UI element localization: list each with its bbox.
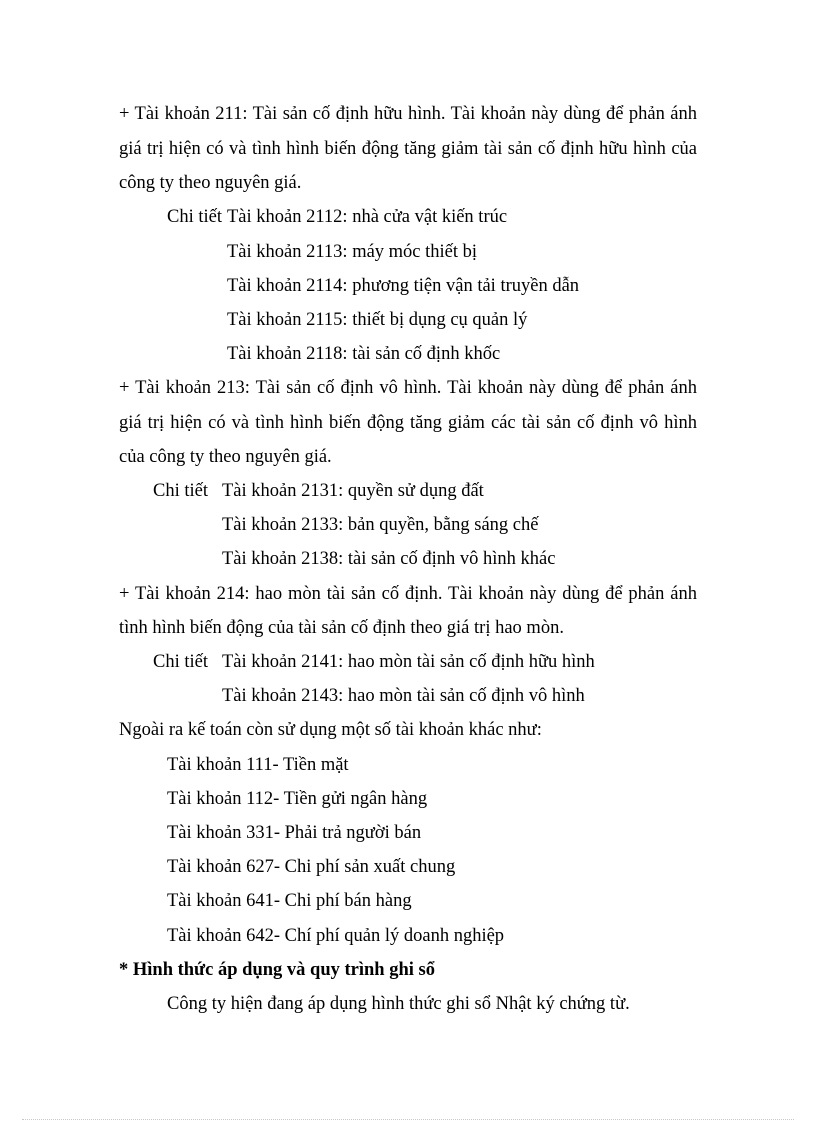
- tk214-line-2: tình hình biến động của tài sản cố định theo giá trị hao mòn.: [119, 618, 564, 638]
- section-heading: * Hình thức áp dụng và quy trình ghi sổ: [119, 960, 435, 980]
- tk213-detail-item: Tài khoản 2131: quyền sử dụng đất: [222, 481, 484, 501]
- other-accounts-intro: Ngoài ra kế toán còn sử dụng một số tài khoản khác như:: [119, 720, 542, 740]
- tk211-line-3: công ty theo nguyên giá.: [119, 173, 302, 193]
- section-body: Công ty hiện đang áp dụng hình thức ghi sổ Nhật ký chứng từ.: [167, 994, 630, 1014]
- other-account-item: Tài khoản 112- Tiền gửi ngân hàng: [167, 789, 428, 809]
- tk213-detail-item: Tài khoản 2133: bản quyền, bằng sáng chế: [222, 515, 539, 535]
- other-account-item: Tài khoản 627- Chi phí sản xuất chung: [167, 857, 456, 877]
- tk213-details-label: Chi tiết: [153, 481, 208, 501]
- tk214-detail-item: Tài khoản 2141: hao mòn tài sản cố định hữu hình: [222, 652, 595, 672]
- tk211-line-1: + Tài khoản 211: Tài sản cố định hữu hình. Tài khoản này dùng để phản ánh: [119, 104, 697, 124]
- other-account-item: Tài khoản 331- Phải trả người bán: [167, 823, 422, 843]
- tk211-detail-item: Tài khoản 2114: phương tiện vận tải truyền dẫn: [227, 276, 580, 296]
- tk211-line-2: giá trị hiện có và tình hình biến động tăng giảm tài sản cố định hữu hình của: [119, 139, 697, 159]
- other-account-item: Tài khoản 641- Chi phí bán hàng: [167, 891, 412, 911]
- other-account-item: Tài khoản 642- Chí phí quản lý doanh nghiệp: [167, 926, 505, 946]
- page-footer-divider: [22, 1119, 794, 1120]
- tk214-details-label: Chi tiết: [153, 652, 208, 672]
- tk211-detail-item: Tài khoản 2115: thiết bị dụng cụ quản lý: [227, 310, 528, 330]
- tk213-line-2: giá trị hiện có và tình hình biến động tăng giảm các tài sản cố định vô hình: [119, 413, 697, 433]
- tk211-details-label: Chi tiết: [167, 207, 222, 227]
- tk214-line-1: + Tài khoản 214: hao mòn tài sản cố định. Tài khoản này dùng để phản ánh: [119, 584, 697, 604]
- tk211-detail-item: Tài khoản 2118: tài sản cố định khốc: [227, 344, 501, 364]
- other-account-item: Tài khoản 111- Tiền mặt: [167, 755, 349, 775]
- tk213-detail-item: Tài khoản 2138: tài sản cố định vô hình khác: [222, 549, 556, 569]
- tk213-line-3: của công ty theo nguyên giá.: [119, 447, 332, 467]
- tk211-detail-item: Tài khoản 2113: máy móc thiết bị: [227, 242, 478, 262]
- tk213-line-1: + Tài khoản 213: Tài sản cố định vô hình. Tài khoản này dùng để phản ánh: [119, 378, 697, 398]
- tk214-detail-item: Tài khoản 2143: hao mòn tài sản cố định vô hình: [222, 686, 585, 706]
- tk211-detail-item: Tài khoản 2112: nhà cửa vật kiến trúc: [227, 207, 508, 227]
